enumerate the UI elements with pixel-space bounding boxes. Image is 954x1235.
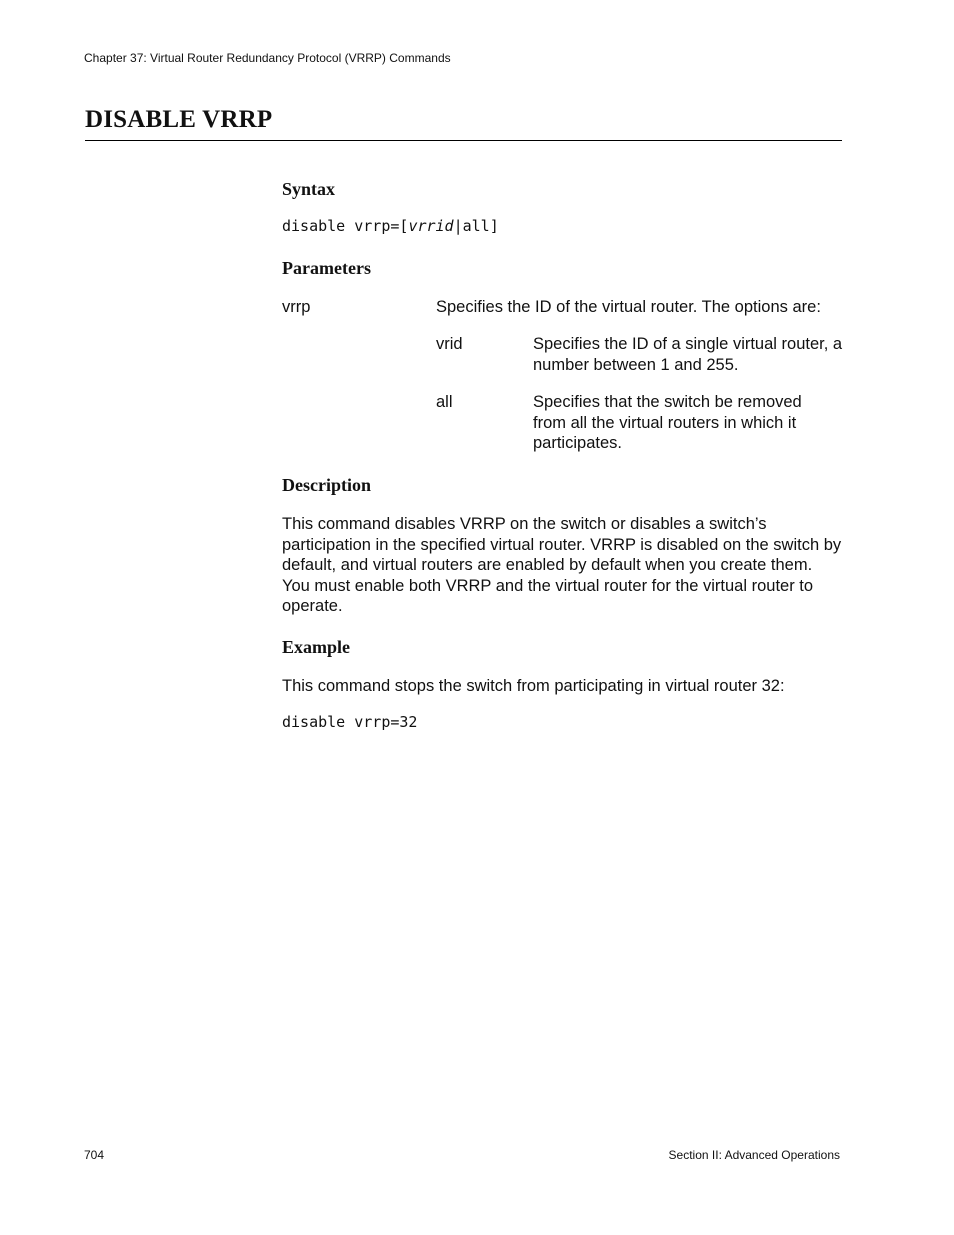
example-heading: Example <box>282 637 351 657</box>
example-text: This command stops the switch from participating in virtual router 32: <box>282 677 785 695</box>
running-head: Chapter 37: Virtual Router Redundancy Protocol (VRRP) Commands <box>84 51 451 65</box>
syntax-code-variable: vrrid <box>408 217 454 235</box>
syntax-code-suffix: |all] <box>453 217 499 235</box>
parameter-name: vrrp <box>282 298 311 316</box>
option-description-vrid: Specifies the ID of a single virtual router, a number between 1 and 255. <box>533 335 843 374</box>
description-text: This command disables VRRP on the switch or disables a switch’s participation in the specified virtual router. VRRP is disabled on the switch by default, and virtual routers are enabled by default when you create them. You must enable both VRRP and the virtual router for the virtual router to operate. <box>282 515 842 615</box>
parameters-heading: Parameters <box>282 258 371 278</box>
page-title: DISABLE VRRP <box>85 106 273 133</box>
syntax-code <box>282 217 499 235</box>
page-number: 704 <box>84 1148 105 1162</box>
parameter-description: Specifies the ID of the virtual router. The options are: <box>436 298 821 316</box>
footer-section: Section II: Advanced Operations <box>668 1148 840 1162</box>
option-name-vrid: vrid <box>436 335 463 353</box>
option-description-all: Specifies that the switch be removed from all the virtual routers in which it participates. <box>533 393 802 452</box>
syntax-code-prefix: disable vrrp=[ <box>282 217 409 235</box>
description-heading: Description <box>282 475 371 495</box>
option-name-all: all <box>436 393 453 411</box>
syntax-heading: Syntax <box>282 179 336 199</box>
title-rule <box>85 140 842 141</box>
example-code: disable vrrp=32 <box>282 713 418 731</box>
